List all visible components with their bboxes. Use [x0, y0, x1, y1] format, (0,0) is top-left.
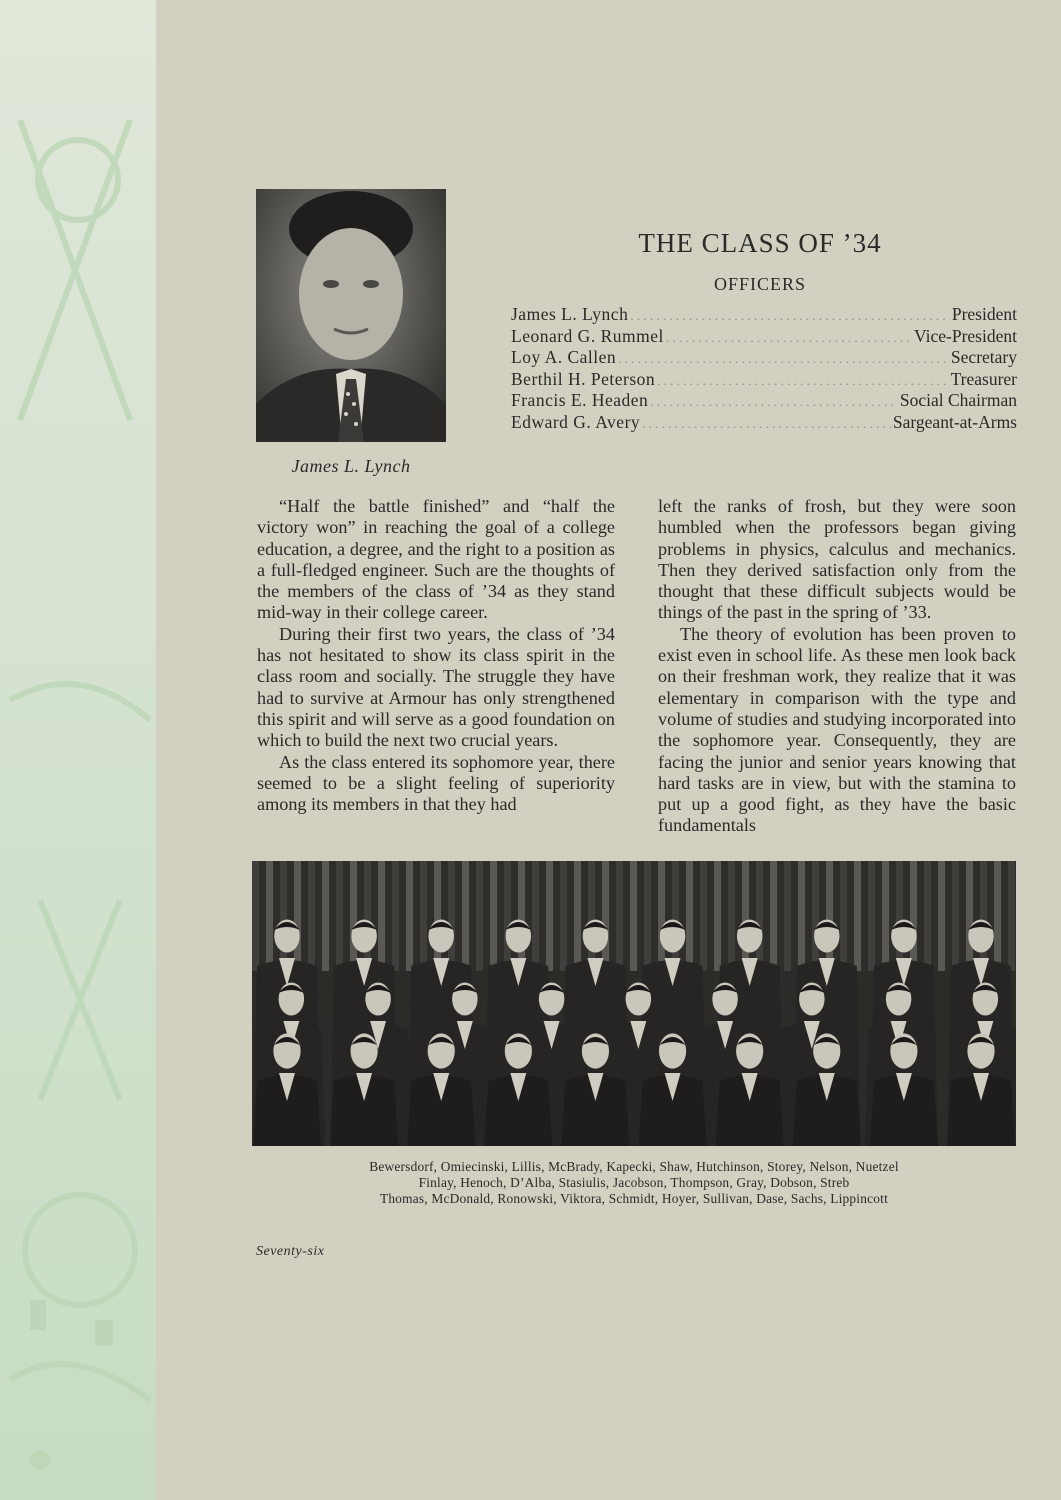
officer-row [511, 412, 1017, 434]
portrait-photo [256, 189, 446, 442]
paragraph: The theory of evolution has been proven to exist even in school life. As these men look back on their freshman work, they realize that it was elementary in comparison with the type and volume of studies and studying incorporated into the sophomore year. Consequently, they are facing the junior and senior years knowing that hard tasks are in view, but with the stamina to put up a good fight, as they have the basic fundamentals [658, 623, 1016, 836]
leader-dots [642, 413, 891, 435]
paragraph: “Half the battle finished” and “half the victory won” in reaching the goal of a college education, a degree, and the right to a position as a full-fledged engineer. Such are the thoughts of the members of the class of ’34 as they stand mid-way in their college career. [257, 496, 615, 623]
officer-row [511, 390, 1017, 412]
officer-row [511, 304, 1017, 326]
page-number: Seventy-six [256, 1244, 325, 1259]
decorative-side-strip [0, 0, 156, 1500]
body-text-right-column [658, 496, 1016, 837]
group-photo-caption [252, 1159, 1016, 1207]
officer-row [511, 369, 1017, 391]
officer-name: Leonard G. Rummel [511, 325, 664, 346]
officer-title: Sargeant-at-Arms [892, 411, 1017, 432]
officer-title: Social Chairman [899, 390, 1017, 410]
leader-dots [657, 370, 948, 392]
leader-dots [650, 391, 898, 413]
paragraph: As the class entered its sophomore year, there seemed to be a slight feeling of superiority among its members in that they had [257, 751, 615, 815]
officer-title: President [951, 304, 1017, 324]
officer-name: James L. Lynch [511, 304, 629, 324]
body-text-left-column [257, 496, 615, 815]
group-photo-drawing [252, 861, 1016, 1146]
officer-title: Treasurer [950, 368, 1017, 389]
officer-row [511, 326, 1017, 348]
officer-name: Edward G. Avery [511, 411, 641, 432]
officer-row [511, 347, 1017, 369]
page-title: THE CLASS OF ’34 [638, 228, 882, 258]
officer-name: Berthil H. Peterson [511, 368, 656, 389]
paragraph: left the ranks of frosh, but they were soon humbled when the professors began giving problems in physics, calculus and mechanics. Then they derived satisfaction only from the thought that these difficult subjects would be things of the past in the spring of ’33. [658, 496, 1016, 623]
decorative-pattern [0, 0, 156, 1500]
officers-list [511, 304, 1017, 433]
caption-row-front: Thomas, McDonald, Ronowski, Viktora, Schmidt, Hoyer, Sullivan, Dase, Sachs, Lippincott [379, 1191, 889, 1206]
officer-title: Secretary [950, 347, 1017, 367]
officer-name: Loy A. Callen [511, 347, 617, 367]
officer-title: Vice-President [914, 325, 1017, 346]
officer-name: Francis E. Headen [511, 390, 649, 410]
group-photo [252, 861, 1016, 1146]
paragraph: During their first two years, the class of ’34 has not hesitated to show its class spirit in the class room and socially. The struggle they have had to survive at Armour has only strengthened this spirit and will serve as a good foundation on which to build the next two crucial years. [257, 623, 615, 751]
caption-row-back: Bewersdorf, Omiecinski, Lillis, McBrady, Kapecki, Shaw, Hutchinson, Storey, Nelson, Nuetzel [369, 1159, 899, 1174]
leader-dots [630, 305, 950, 327]
portrait-caption: James L. Lynch [291, 456, 411, 476]
leader-dots [666, 327, 912, 349]
leader-dots [618, 348, 949, 370]
caption-row-middle: Finlay, Henoch, D’Alba, Stasiulis, Jacobson, Thompson, Gray, Dobson, Streb [418, 1175, 850, 1190]
officers-heading: OFFICERS [713, 274, 807, 294]
